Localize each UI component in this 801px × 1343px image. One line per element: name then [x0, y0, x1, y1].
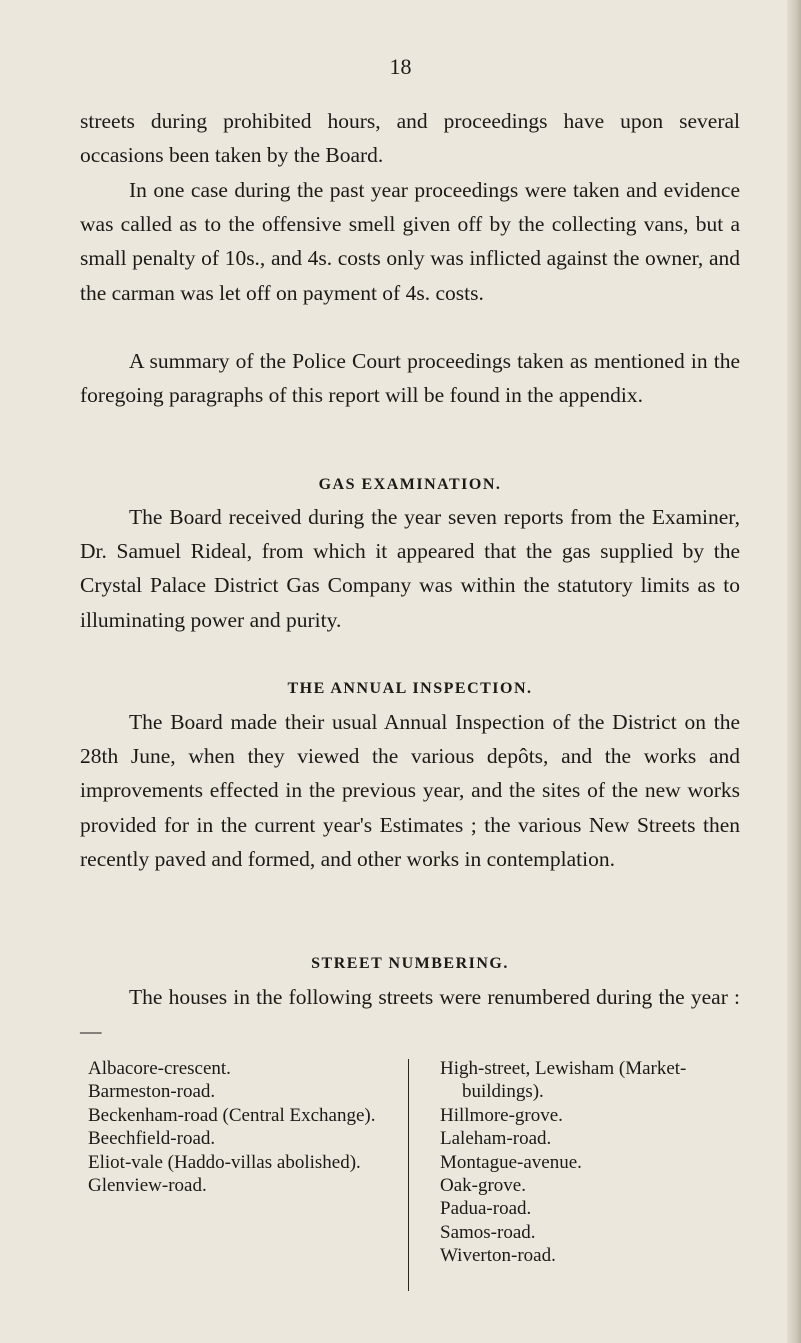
paragraph-summary: A summary of the Police Court proceedings taken as mentioned in the foregoing paragraphs of this report will be found in the appendix. — [80, 349, 740, 408]
list-item: Albacore-crescent. — [88, 1058, 231, 1079]
page-edge-shadow — [787, 0, 801, 1343]
heading-gas-examination: GAS EXAMINATION. — [318, 476, 502, 493]
paragraph-continuation: streets during prohibited hours, and proceedings have upon several occasions been taken by the Board. — [80, 109, 740, 168]
heading-street-numbering: STREET NUMBERING. — [311, 955, 509, 972]
list-item: Montague-avenue. — [440, 1151, 582, 1173]
list-item: Beckenham-road (Central Exchange). — [88, 1104, 376, 1126]
list-item: Oak-grove. — [440, 1175, 526, 1197]
paragraph-renumbered: The houses in the following streets were renumbered during the year :— — [80, 985, 740, 1044]
paragraph-gas: The Board received during the year seven reports from the Examiner, Dr. Samuel Rideal, from which it appeared that the gas supplied by the Crystal Palace District Gas Company was within the statutory limits as to illuminating power and purity. — [80, 505, 740, 632]
list-item: Glenview-road. — [88, 1175, 207, 1197]
street-list-right — [440, 1057, 740, 1268]
page-number: 18 — [389, 54, 412, 79]
street-list — [88, 1057, 748, 1297]
column-divider — [408, 1059, 409, 1291]
list-item: High-street, Lewisham (Market-buildings). — [440, 1058, 687, 1103]
list-item: Samos-road. — [440, 1221, 536, 1243]
list-item: Padua-road. — [440, 1198, 532, 1220]
paragraph-proceedings: In one case during the past year proceedings were taken and evidence was called as to the offensive smell given off by the collecting vans, but a small penalty of 10s., and 4s. costs only was inflicted against the owner, and the carman was let off on payment of 4s. costs. — [80, 178, 740, 305]
list-item: Wiverton-road. — [440, 1245, 556, 1267]
paragraph-inspection: The Board made their usual Annual Inspection of the District on the 28th June, when they viewed the various depôts, and the works and improvements effected in the previous year, and the sites of the new works provided for in the current year's Estimates ; the various New Streets then recently paved and formed, and other works in contemplation. — [80, 710, 740, 871]
list-item: Hillmore-grove. — [440, 1104, 563, 1126]
list-item: Eliot-vale (Haddo-villas abolished). — [88, 1151, 361, 1173]
heading-annual-inspection: THE ANNUAL INSPECTION. — [287, 680, 533, 697]
list-item: Beechfield-road. — [88, 1128, 216, 1150]
street-list-left — [88, 1057, 398, 1197]
list-item: Laleham-road. — [440, 1128, 552, 1150]
list-item: Barmeston-road. — [88, 1081, 216, 1103]
